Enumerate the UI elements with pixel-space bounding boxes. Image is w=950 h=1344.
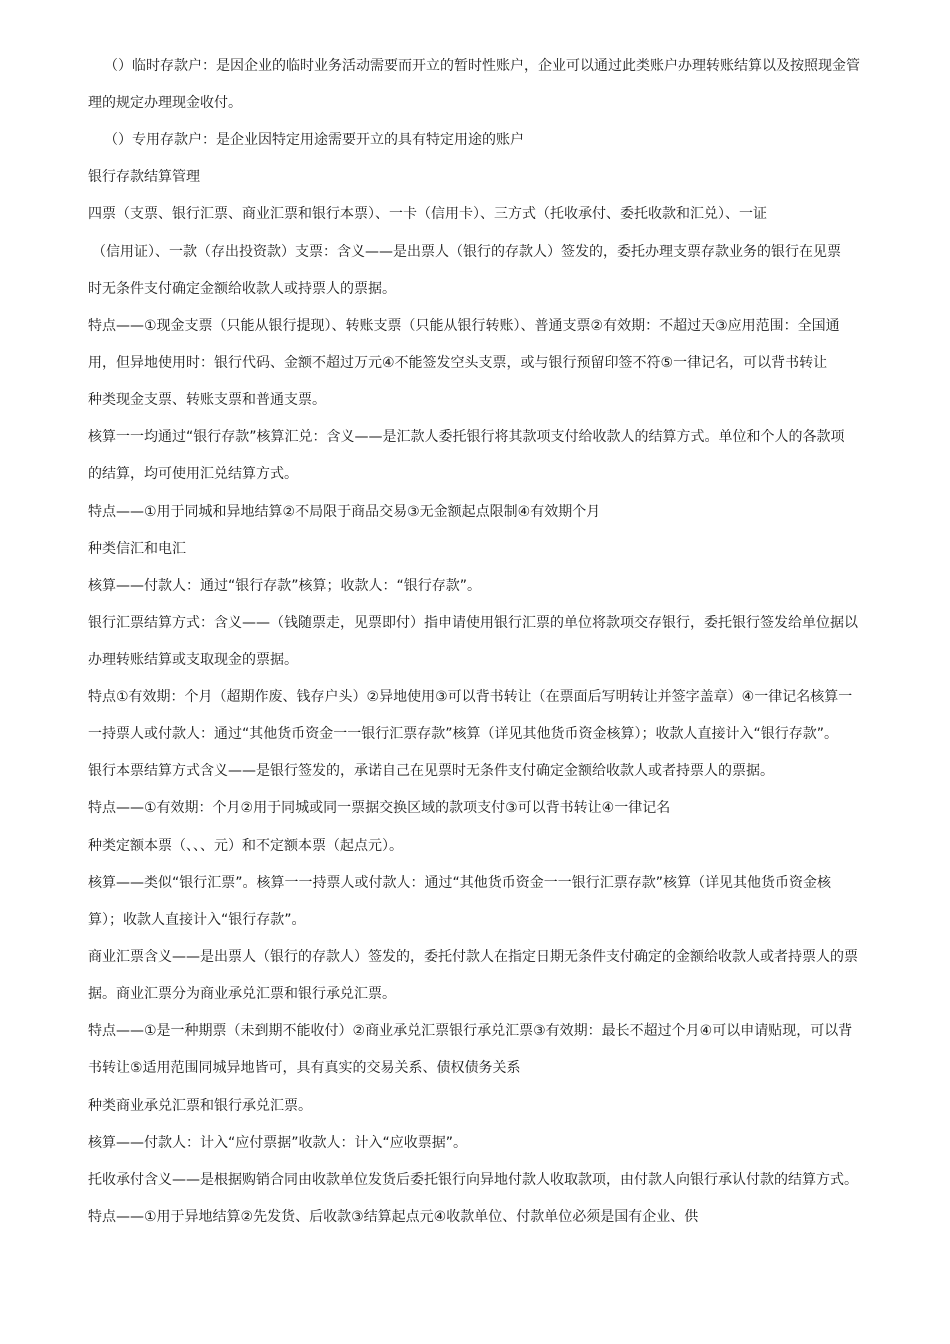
text-line: 核算——类似“银行汇票”。核算一一持票人或付款人：通过“其他货币资金一一银行汇票存款”核算（详见其他货币资金核 xyxy=(88,875,832,891)
text-line: 特点——①有效期：个月②用于同城或同一票据交换区域的款项支付③可以背书转让④一律记名 xyxy=(88,800,671,816)
text-line: 特点——①是一种期票（未到期不能收付）②商业承兑汇票银行承兑汇票③有效期：最长不超过个月④可以申请贴现，可以背 xyxy=(88,1023,853,1039)
text-line: 用，但异地使用时：银行代码、金额不超过万元④不能签发空头支票，或与银行预留印签不符⑤一律记名，可以背书转让 xyxy=(88,355,828,371)
text-line: 种类信汇和电汇 xyxy=(88,541,186,557)
text-line: 商业汇票含义——是出票人（银行的存款人）签发的，委托付款人在指定日期无条件支付确定的金额给收款人或者持票人的票 xyxy=(88,949,858,965)
text-line: 特点①有效期：个月（超期作废、钱存户头）②异地使用③可以背书转让（在票面后写明转让并签字盖章）④一律记名核算一 xyxy=(88,689,853,705)
text-line: 核算——付款人：通过“银行存款”核算；收款人：“银行存款”。 xyxy=(88,578,482,594)
text-line: 特点——①用于异地结算②先发货、后收款③结算起点元④收款单位、付款单位必须是国有企业、供 xyxy=(88,1209,699,1225)
text-line: 的结算，均可使用汇兑结算方式。 xyxy=(88,466,298,482)
text-line: 银行汇票结算方式：含义——（钱随票走，见票即付）指申请使用银行汇票的单位将款项交存银行，委托银行签发给单位据以 xyxy=(88,615,858,631)
text-line: 四票（支票、银行汇票、商业汇票和银行本票）、一卡（信用卡）、三方式（托收承付、委托收款和汇兑）、一证 xyxy=(88,206,767,222)
section-heading: 银行存款结算管理 xyxy=(88,169,200,185)
text-line: （）专用存款户：是企业因特定用途需要开立的具有特定用途的账户 xyxy=(104,132,524,148)
text-line: 种类商业承兑汇票和银行承兑汇票。 xyxy=(88,1098,312,1114)
text-line: 特点——①用于同城和异地结算②不局限于商品交易③无金额起点限制④有效期个月 xyxy=(88,504,601,520)
text-line: 据。商业汇票分为商业承兑汇票和银行承兑汇票。 xyxy=(88,986,396,1002)
text-line: 银行本票结算方式含义——是银行签发的，承诺自己在见票时无条件支付确定金额给收款人或者持票人的票据。 xyxy=(88,763,774,779)
text-line: 核算——付款人：计入“应付票据”收款人：计入“应收票据”。 xyxy=(88,1135,468,1151)
text-line: 书转让⑤适用范围同城异地皆可，具有真实的交易关系、债权债务关系 xyxy=(88,1060,521,1076)
text-line: 特点——①现金支票（只能从银行提现）、转账支票（只能从银行转账）、普通支票②有效期：不超过天③应用范围：全国通 xyxy=(88,318,840,334)
text-line: 核算一一均通过“银行存款”核算汇兑：含义——是汇款人委托银行将其款项支付给收款人的结算方式。单位和个人的各款项 xyxy=(88,429,845,445)
text-line: 时无条件支付确定金额给收款人或持票人的票据。 xyxy=(88,281,396,297)
text-line: 算）；收款人直接计入“银行存款”。 xyxy=(88,912,306,928)
text-line: 种类定额本票（、、、元）和不定额本票（起点元）。 xyxy=(88,838,403,854)
text-line: 种类现金支票、转账支票和普通支票。 xyxy=(88,392,326,408)
text-line: 一持票人或付款人：通过“其他货币资金一一银行汇票存款”核算（详见其他货币资金核算）；收款人直接计入“银行存款”。 xyxy=(88,726,839,742)
text-line: 办理转账结算或支取现金的票据。 xyxy=(88,652,298,668)
text-line: 托收承付含义——是根据购销合同由收款单位发货后委托银行向异地付款人收取款项，由付款人向银行承认付款的结算方式。 xyxy=(88,1172,858,1188)
text-line: 理的规定办理现金收付。 xyxy=(88,95,242,111)
text-line: （信用证）、一款（存出投资款）支票：含义——是出票人（银行的存款人）签发的，委托办理支票存款业务的银行在见票 xyxy=(92,244,841,260)
text-line: （）临时存款户：是因企业的临时业务活动需要而开立的暂时性账户，企业可以通过此类账户办理转账结算以及按照现金管 xyxy=(104,58,860,74)
